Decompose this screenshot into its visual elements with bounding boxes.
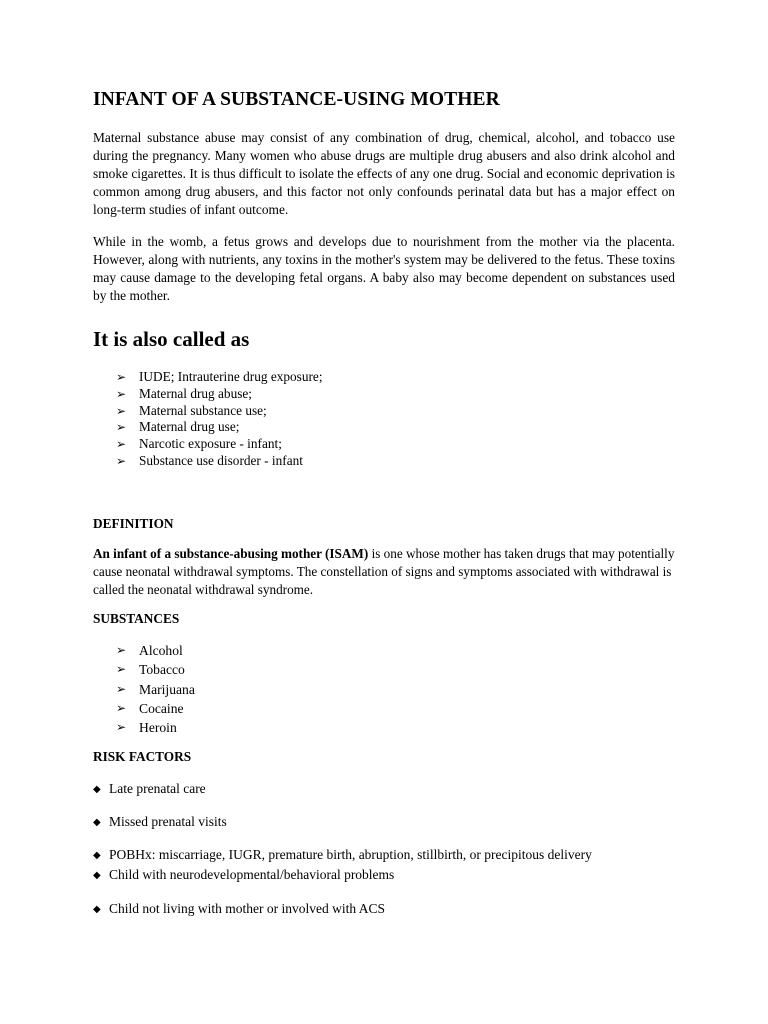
definition-text: is one whose mother has taken drugs that may potentially cause neonatal withdrawal symptoms. The constellation of signs and symptoms associated with withdrawal is called the neonatal withdrawal syndrome. bbox=[93, 546, 675, 598]
diamond-bullet-icon: ◆ bbox=[93, 904, 101, 915]
arrow-bullet-icon: ➢ bbox=[116, 643, 127, 657]
list-item: ➢ Cocaine bbox=[116, 699, 195, 718]
also-called-list bbox=[116, 369, 323, 470]
diamond-bullet-icon: ◆ bbox=[93, 850, 101, 861]
definition-heading: DEFINITION bbox=[93, 516, 174, 531]
list-item: ➢ Maternal drug abuse; bbox=[116, 385, 252, 401]
arrow-bullet-icon: ➢ bbox=[116, 437, 127, 452]
arrow-bullet-icon: ➢ bbox=[116, 681, 127, 696]
risk-factor-item: ◆ Child with neurodevelopmental/behavioral problems bbox=[93, 867, 395, 882]
list-item: ➢ Alcohol bbox=[116, 641, 195, 660]
list-item: ➢ Heroin bbox=[116, 718, 195, 737]
document-title: INFANT OF A SUBSTANCE-USING MOTHER bbox=[93, 89, 500, 110]
list-item: ➢ Maternal drug use; bbox=[116, 419, 240, 435]
substances-heading: SUBSTANCES bbox=[93, 611, 180, 626]
arrow-bullet-icon: ➢ bbox=[116, 453, 127, 468]
definition-bold-lead: An infant of a substance-abusing mother (ISAM) bbox=[93, 546, 369, 561]
diamond-bullet-icon: ◆ bbox=[93, 784, 101, 795]
arrow-bullet-icon: ➢ bbox=[116, 403, 127, 418]
list-item: ➢ Narcotic exposure - infant; bbox=[116, 436, 282, 452]
arrow-bullet-icon: ➢ bbox=[116, 720, 127, 735]
also-called-heading: It is also called as bbox=[93, 327, 250, 351]
diamond-bullet-icon: ◆ bbox=[93, 817, 101, 828]
definition-paragraph bbox=[93, 545, 675, 600]
list-item: ➢ Maternal substance use; bbox=[116, 402, 267, 418]
risk-factor-item: ◆ Late prenatal care bbox=[93, 781, 206, 796]
list-item: ➢ Marijuana bbox=[116, 680, 195, 699]
substances-list bbox=[116, 641, 195, 737]
risk-factor-item: ◆ Missed prenatal visits bbox=[93, 814, 227, 829]
intro-paragraph-1: Maternal substance abuse may consist of any combination of drug, chemical, alcohol, and tobacco use during the pregnancy. Many women who abuse drugs are multiple drug abusers and also drink alcohol and smoke cigarettes. It is thus difficult to isolate the effects of any one drug. Social and economic deprivation is common among drug abusers, and this factor not only confounds perinatal data but has a major effect on long-term studies of infant outcome. bbox=[93, 130, 675, 217]
arrow-bullet-icon: ➢ bbox=[116, 420, 127, 435]
risk-factor-item: ◆ Child not living with mother or involved with ACS bbox=[93, 901, 386, 916]
list-item: ➢ Substance use disorder - infant bbox=[116, 452, 303, 468]
list-item: ➢ IUDE; Intrauterine drug exposure; bbox=[116, 369, 323, 384]
arrow-bullet-icon: ➢ bbox=[116, 370, 127, 384]
list-item: ➢ Tobacco bbox=[116, 660, 195, 679]
arrow-bullet-icon: ➢ bbox=[116, 700, 127, 715]
arrow-bullet-icon: ➢ bbox=[116, 386, 127, 401]
diamond-bullet-icon: ◆ bbox=[93, 870, 101, 881]
arrow-bullet-icon: ➢ bbox=[116, 662, 127, 677]
intro-paragraph-2: While in the womb, a fetus grows and develops due to nourishment from the mother via the placenta. However, along with nutrients, any toxins in the mother's system may be delivered to the fetus. These toxins may cause damage to the developing fetal organs. A baby also may become dependent on substances used by the mother. bbox=[93, 234, 675, 303]
risk-factor-item: ◆ POBHx: miscarriage, IUGR, premature birth, abruption, stillbirth, or precipitous delivery bbox=[93, 847, 592, 862]
risk-factors-heading: RISK FACTORS bbox=[93, 749, 192, 764]
